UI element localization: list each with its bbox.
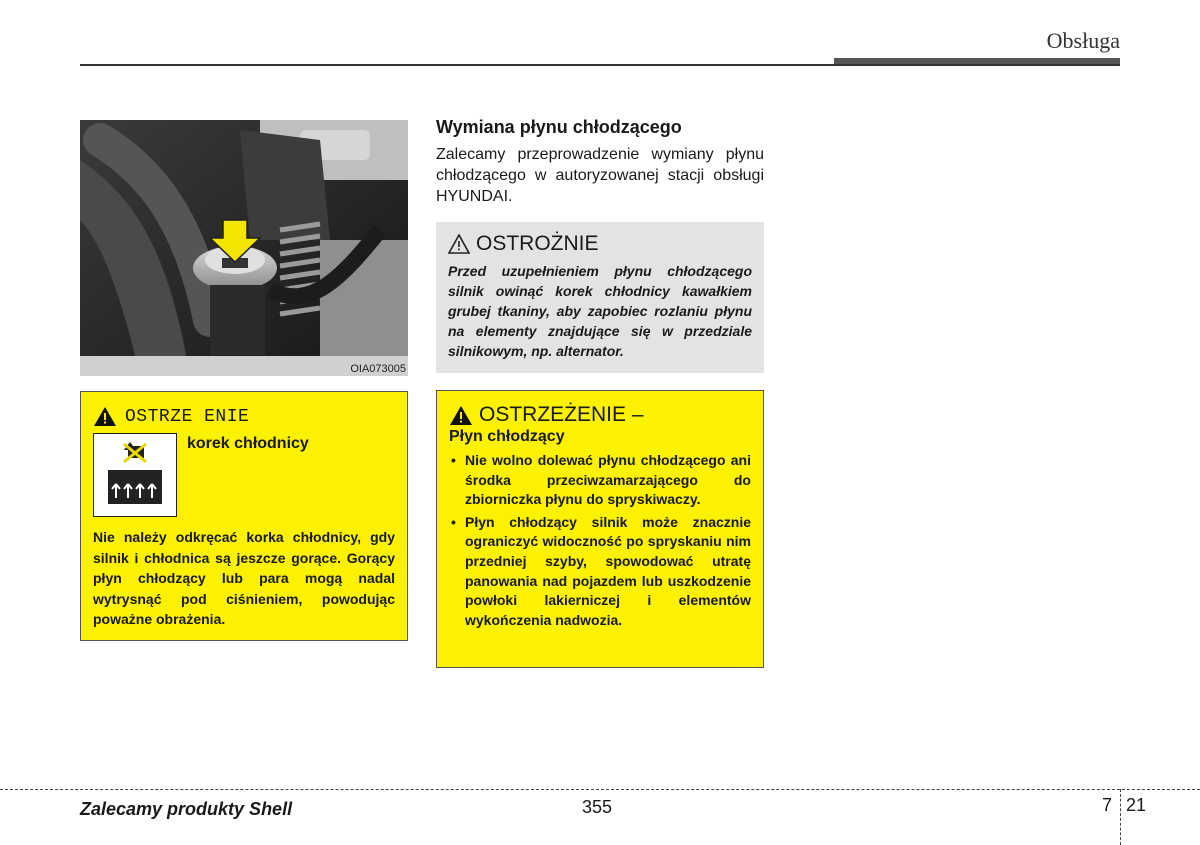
- footer-divider: [1120, 789, 1121, 845]
- engine-photo: [80, 120, 408, 376]
- engine-bay-illustration: [80, 120, 408, 376]
- section-title: Wymiana płynu chłodzącego: [436, 117, 682, 137]
- warning-triangle-icon: [449, 405, 473, 426]
- footer-rule: [0, 789, 1200, 790]
- footer-brand: Zalecamy produkty Shell: [80, 799, 293, 819]
- warning-title: OSTRZEŻENIE –: [479, 403, 644, 426]
- list-item: • Płyn chłodzący silnik może znacznie ograniczyć widoczność po spryskaniu nim przedniej szyby, spowodować utratę panowania nad pojazdem lub uszkodzenie powłoki lakierniczej i elementów wykończenia nadwozia.: [449, 513, 751, 631]
- warning-triangle-icon: [93, 406, 117, 427]
- caution-box: [436, 222, 764, 373]
- caution-header: [448, 232, 752, 256]
- list-item: • Nie wolno dolewać płynu chłodzącego ani środka przeciwzamarzającego do zbiorniczka płynu do spryskiwaczy.: [449, 451, 751, 510]
- warning-box-radiator-cap: [80, 391, 408, 641]
- chapter-page-number: 21: [1126, 795, 1147, 815]
- chapter-number: 7: [1102, 795, 1113, 815]
- page-number: 355: [582, 797, 613, 817]
- warning-title: OSTRZE ENIE: [125, 406, 250, 427]
- warning-triangle-icon: [448, 234, 470, 254]
- header-rule: [80, 64, 1120, 66]
- chapter-title: Obsługa: [1046, 28, 1120, 53]
- caution-body: Przed uzupełnieniem płynu chłodzącego silnik owinąć korek chłodnicy kawałkiem grubej tkaniny, aby zapobiec rozlaniu płynu na elementy znajdujące się w przedziale silnikowym, np. alternator.: [448, 263, 752, 359]
- warning-list: [449, 451, 751, 630]
- warning-subtitle: Płyn chłodzący: [449, 428, 565, 445]
- warning-body: Nie należy odkręcać korka chłodnicy, gdy silnik i chłodnica są jeszcze gorące. Gorący płyn chłodzący lub para mogą nadal wytrysnąć pod ciśnieniem, powodując poważne obrażenia.: [93, 529, 395, 627]
- warning-header: [449, 403, 751, 427]
- photo-code: OIA073005: [350, 363, 406, 375]
- section-body: Zalecamy przeprowadzenie wymiany płynu chłodzącego w autoryzowanej stacji obsługi HYUNDAI.: [436, 146, 764, 205]
- hazard-label: korek chłodnicy: [187, 435, 309, 452]
- warning-box-coolant: [436, 390, 764, 668]
- warning-header: [93, 406, 395, 427]
- caution-title: OSTROŻNIE: [476, 232, 599, 255]
- hot-radiator-cap-icon: [93, 433, 177, 517]
